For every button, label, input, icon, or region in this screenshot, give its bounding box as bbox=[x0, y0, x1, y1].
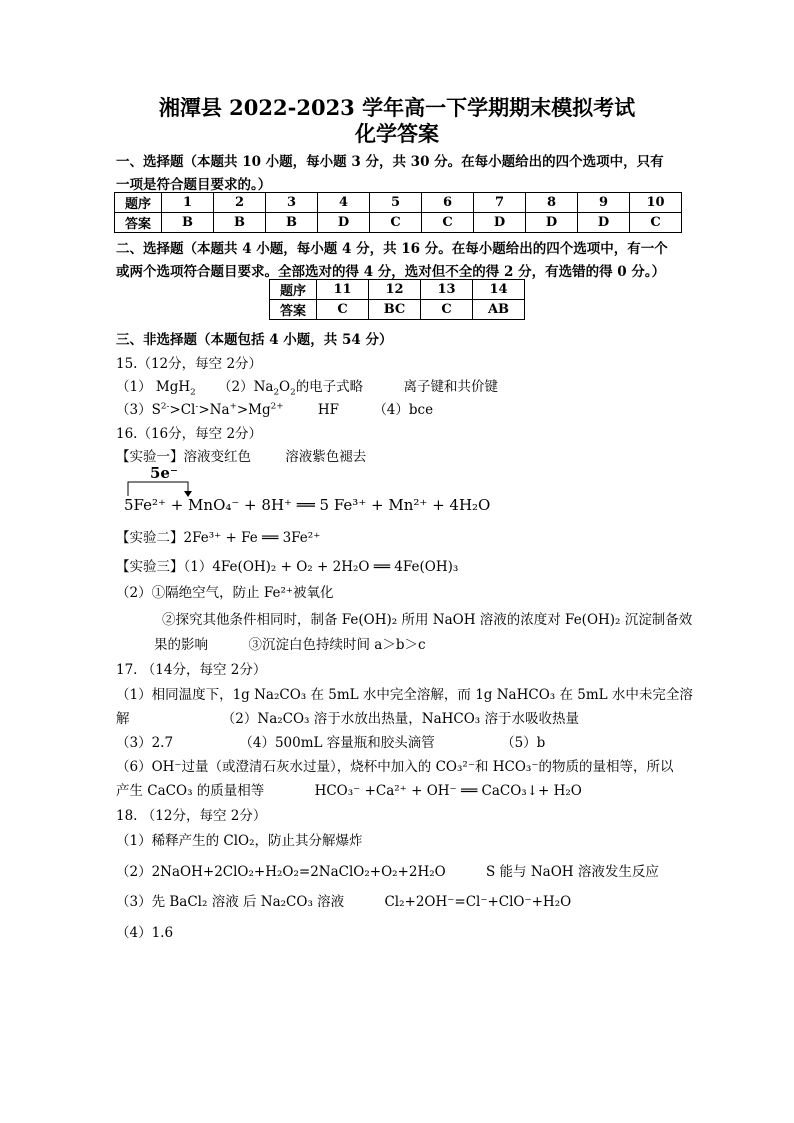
section2-heading-line2: 或两个选项符合题目要求。全部选对的得 4 分，选对但不全的得 2 分，有选错的得 0 分。） bbox=[116, 264, 666, 280]
electron-transfer-label: 5e⁻ bbox=[150, 464, 178, 482]
q17-header: 17. （14分，每空 2分） bbox=[116, 662, 267, 678]
answer-cell: C bbox=[422, 213, 474, 233]
answer-cell: AB bbox=[473, 300, 525, 320]
question-number-cell: 4 bbox=[318, 193, 370, 213]
table-row bbox=[270, 280, 525, 300]
q16-part2-a: （2）①隔绝空气，防止 Fe²⁺被氧化 bbox=[116, 585, 334, 601]
q18-line1: （1）稀释产生的 ClO₂，防止其分解爆炸 bbox=[116, 833, 363, 849]
answer-cell: C bbox=[317, 300, 369, 320]
table-row-label: 答案 bbox=[270, 300, 317, 320]
question-number-cell: 7 bbox=[474, 193, 526, 213]
table-row-label: 答案 bbox=[115, 213, 162, 233]
question-number-cell: 2 bbox=[214, 193, 266, 213]
table-row bbox=[115, 193, 682, 213]
q16-part2-c: 果的影响 ③沉淀白色持续时间 a＞b＞c bbox=[154, 637, 426, 653]
question-number-cell: 11 bbox=[317, 280, 369, 300]
table-row-label: 题序 bbox=[270, 280, 317, 300]
question-number-cell: 14 bbox=[473, 280, 525, 300]
question-number-cell: 5 bbox=[370, 193, 422, 213]
answer-cell: B bbox=[266, 213, 318, 233]
answer-cell: D bbox=[318, 213, 370, 233]
question-number-cell: 9 bbox=[578, 193, 630, 213]
q18-line4: （4）1.6 bbox=[116, 925, 174, 941]
answer-cell: BC bbox=[369, 300, 421, 320]
answer-cell: D bbox=[526, 213, 578, 233]
answer-cell: B bbox=[162, 213, 214, 233]
section3-heading: 三、非选择题（本题包括 4 小题，共 54 分） bbox=[116, 332, 393, 348]
table-row bbox=[270, 300, 525, 320]
answer-cell: D bbox=[474, 213, 526, 233]
answer-table-2 bbox=[269, 279, 525, 320]
answer-cell: B bbox=[214, 213, 266, 233]
q16-exp1: 【实验一】溶液变红色 溶液紫色褪去 bbox=[116, 449, 367, 465]
q15-header: 15.（12分，每空 2分） bbox=[116, 356, 263, 372]
q17-line4: （6）OH⁻过量（或澄清石灰水过量），烧杯中加入的 CO₃²⁻和 HCO₃⁻的物质的量相等，所以 bbox=[116, 759, 674, 775]
question-number-cell: 1 bbox=[162, 193, 214, 213]
q18-header: 18. （12分，每空 2分） bbox=[116, 808, 267, 824]
section1-heading-line1: 一、选择题（本题共 10 小题，每小题 3 分，共 30 分。在每小题给出的四个选项中，只有 bbox=[116, 154, 664, 170]
answer-cell: C bbox=[630, 213, 682, 233]
question-number-cell: 6 bbox=[422, 193, 474, 213]
q17-line2: 解 （2）Na₂CO₃ 溶于水放出热量，NaHCO₃ 溶于水吸收热量 bbox=[116, 711, 579, 727]
q16-exp3: 【实验三】（1）4Fe(OH)₂ + O₂ + 2H₂O ══ 4Fe(OH)₃ bbox=[116, 559, 459, 575]
redox-equation: 5Fe²⁺ + MnO₄⁻ + 8H⁺ ══ 5 Fe³⁺ + Mn²⁺ + 4H₂O bbox=[124, 496, 491, 514]
q16-exp2: 【实验二】2Fe³⁺ + Fe ══ 3Fe²⁺ bbox=[116, 530, 321, 546]
section1-heading-line2: 一项是符合题目要求的。） bbox=[116, 177, 272, 193]
question-number-cell: 3 bbox=[266, 193, 318, 213]
q16-part2-b: ②探究其他条件相同时，制备 Fe(OH)₂ 所用 NaOH 溶液的浓度对 Fe(OH)₂ 沉淀制备效 bbox=[162, 612, 693, 628]
q15-line1: （1） MgH$_2$ $(2)Na_2O_2$的电子式略 离子键和共价键 bbox=[116, 379, 498, 398]
question-number-cell: 13 bbox=[421, 280, 473, 300]
q17-line5: 产生 CaCO₃ 的质量相等 HCO₃⁻ +Ca²⁺ + OH⁻ ══ CaCO₃↓+ H₂O bbox=[116, 783, 582, 799]
q18-line3: （3）先 BaCl₂ 溶液 后 Na₂CO₃ 溶液 Cl₂+2OH⁻=Cl⁻+ClO⁻+H₂O bbox=[116, 894, 572, 910]
page-title: 湘潭县 2022-2023 学年高一下学期期末模拟考试 bbox=[158, 95, 636, 120]
q16-header: 16.（16分，每空 2分） bbox=[116, 426, 263, 442]
answer-cell: D bbox=[578, 213, 630, 233]
section2-heading-line1: 二、选择题（本题共 4 小题，每小题 4 分，共 16 分。在每小题给出的四个选项中，有一个 bbox=[116, 241, 668, 257]
q17-line3: （3）2.7 （4）500mL 容量瓶和胶头滴管 （5）b bbox=[116, 735, 546, 751]
question-number-cell: 12 bbox=[369, 280, 421, 300]
question-number-cell: 8 bbox=[526, 193, 578, 213]
table-row-label: 题序 bbox=[115, 193, 162, 213]
answer-cell: C bbox=[370, 213, 422, 233]
q17-line1: （1）相同温度下，1g Na₂CO₃ 在 5mL 水中完全溶解，而 1g NaHCO₃ 在 5mL 水中未完全溶 bbox=[116, 687, 693, 703]
answer-table-1 bbox=[114, 192, 682, 233]
q15-line2: $(3)S^{2-}>Cl^->Na^+>Mg^{2+}$ HF （4）bce bbox=[116, 401, 434, 418]
question-number-cell: 10 bbox=[630, 193, 682, 213]
q18-line2: （2）2NaOH+2ClO₂+H₂O₂=2NaClO₂+O₂+2H₂O S 能与 NaOH 溶液发生反应 bbox=[116, 864, 659, 880]
answer-cell: C bbox=[421, 300, 473, 320]
table-row bbox=[115, 213, 682, 233]
page-subtitle: 化学答案 bbox=[355, 121, 439, 146]
